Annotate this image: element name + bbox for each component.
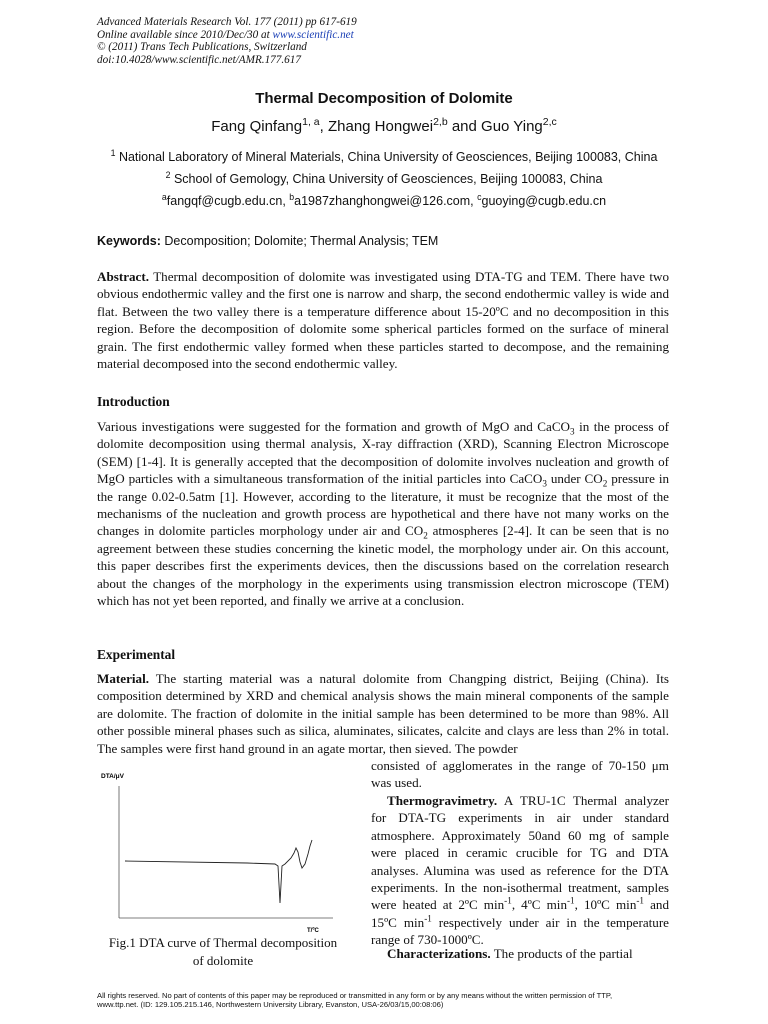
copyright-line: © (2011) Trans Tech Publications, Switzerland: [97, 41, 307, 53]
journal-link[interactable]: www.scientific.net: [272, 28, 354, 41]
figure-y-axis-label: DTA/μV: [101, 773, 124, 780]
online-availability: Online available since 2010/Dec/30 at www.scientific.net: [97, 28, 354, 41]
download-info: www.ttp.net. (ID: 129.105.215.146, Northwestern University Library, Evanston, USA-26/03/15,00:08:06): [97, 1000, 444, 1009]
author-name: Fang Qinfang: [211, 118, 303, 135]
introduction-heading: Introduction: [97, 394, 170, 409]
thermogravimetry-paragraph: Thermogravimetry. A TRU-1C Thermal analyzer for DTA-TG experiments in air under standard atmosphere. Approximately 50and 60 mg of sample were placed in ceramic crucible for TG and DTA analyses. Alumina was used as reference for the DTA experiments. In the non-isothermal treatment, samples were heated at 2ºC $\min^{-1}$, 4ºC $\min^{-1}$, 10ºC $\min^{-1}$ and 15ºC $\min^{-1}$ respectively under air in the temperature range of 730-1000ºC.: [371, 793, 670, 948]
introduction-paragraph: Various investigations were suggested for the formation and growth of MgO and CaCO$_3$ in the process of dolomite decomposition using thermal analysis, X-ray diffraction (XRD), Scanning Electron Microscope (SEM) [1-4]. It is generally accepted that the decomposition of dolomite involves nucleation and growth of MgO particles with a simultaneous transformation of the initial particles into CaCO$_3$ under $CO_2$ pressure in the range 0.02-0.5atm [1]. However, according to the literature, it must be recognize that the most of the mechanisms of the nucleation and growth process are hypothetical and there have not many works on the changes in dolomite particles morphology under air and $CO_2$ atmospheres [2-4]. It can be seen that is no agreement between these studies concerning the kinetic model, the morphology under air. On this account, this paper describes first the experiments devices, then the discussions based on the correlation research about the changes of the morphology in the experiments using transmission electron microscope (TEM) which has not yet been reported, and finally we arrive at a conclusion.: [97, 419, 670, 609]
affiliation-1: $^1$ National Laboratory of Mineral Materials, China University of Geosciences, Beijing 100083, China: [110, 147, 658, 164]
author-name: Zhang Hongwei: [327, 118, 434, 135]
author-list: Fang Qinfang$^{1, a}$, Zhang Hongwei$^{2,b}$ and Guo Ying$^{2,c}$: [211, 116, 557, 135]
dta-curve-figure: [97, 768, 357, 934]
author-affiliation-marker: 2,b: [433, 116, 448, 128]
material-continuation: consisted of agglomerates in the range of 70-150 μm was used.: [371, 758, 669, 791]
dta-curve: [125, 840, 312, 903]
journal-header: [97, 16, 357, 66]
author-affiliation-marker: 1, a: [302, 116, 320, 128]
keywords: Keywords: Decomposition; Dolomite; Thermal Analysis; TEM: [97, 234, 439, 248]
rights-notice: All rights reserved. No part of contents of this paper may be reproduced or transmitted in any form or by any means without the written permission of TTP,: [97, 991, 613, 1000]
page-footer: [97, 991, 697, 1009]
doi-line: doi:10.4028/www.scientific.net/AMR.177.617: [97, 53, 301, 66]
figure-x-axis-label: T/ºC: [307, 928, 319, 934]
journal-citation: Advanced Materials Research Vol. 177 (2011) pp 617-619: [97, 16, 357, 28]
author-name: Guo Ying: [481, 118, 543, 135]
experimental-heading: Experimental: [97, 647, 176, 662]
author-affiliation-marker: 2,c: [542, 116, 557, 128]
abstract: Abstract. Thermal decomposition of dolomite was investigated using DTA-TG and TEM. There have two obvious endothermic valley and the first one is narrow and sharp, the second endothermic valley is wide and flat. Between the two valley there is a temperature difference about 15-20ºC and no decomposition in this region. Before the decomposition of dolomite some spherical particles formed on the surface of mineral grain. The first endothermic valley formed when these particles started to decompose, and the remaining material decomposed into the second endothermic valley.: [97, 269, 669, 372]
material-paragraph: Material. The starting material was a natural dolomite from Changping district, Beijing (China). Its composition determined by XRD and chemical analysis shows the main mineral components of the sample are dolomite. The fraction of dolomite in the initial sample has been determined to be more than 98%. All other possible mineral phases such as silica, aluminates, silicates, calcite and clays are less than 2% in total. The samples were first hand ground in an agate mortar, then sieved. The powder: [97, 671, 669, 756]
author-emails: $^a$fangqf@cugb.edu.cn, $^b$a1987zhanghongwei@126.com, $^c$guoying@cugb.edu.cn: [161, 191, 607, 208]
figure-caption: Fig.1 DTA curve of Thermal decomposition of dolomite: [108, 935, 338, 968]
affiliation-2: $^2$ School of Gemology, China University of Geosciences, Beijing 100083, China: [165, 169, 603, 186]
characterizations-paragraph: Characterizations. The products of the partial: [387, 946, 633, 961]
paper-title: Thermal Decomposition of Dolomite: [255, 90, 513, 107]
